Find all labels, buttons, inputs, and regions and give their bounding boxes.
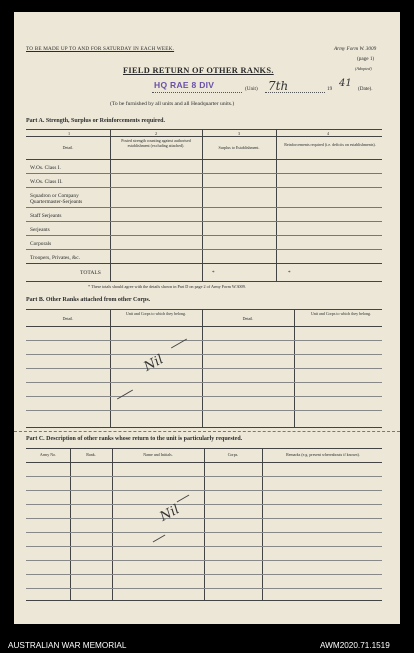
- row-rule-3: [26, 207, 382, 208]
- form-name: Army Form W. 3009: [334, 46, 377, 52]
- instruction-text: TO BE MADE UP TO AND FOR SATURDAY IN EACH WEEK.: [26, 46, 175, 52]
- footer-institution: AUSTRALIAN WAR MEMORIAL: [8, 641, 127, 650]
- part-a-top-rule: [26, 129, 382, 130]
- part-c-army-no-header: Army No.: [39, 452, 57, 457]
- unit-stamp: HQ RAE 8 DIV: [154, 80, 215, 90]
- part-b-bottom-rule: [26, 427, 382, 428]
- part-c-row-rule-1: [26, 476, 382, 477]
- row-rule-7: [26, 263, 382, 264]
- row-wo-class-1: W.Os. Class I.: [30, 165, 61, 171]
- col-number-3: 3: [238, 131, 241, 136]
- part-b-detail-header-1: Detail.: [62, 316, 74, 321]
- col-number-2: 2: [155, 131, 158, 136]
- row-wo-class-2: W.Os. Class II.: [30, 179, 63, 185]
- date-label: (Date).: [358, 86, 373, 92]
- part-c-row-rule-8: [26, 574, 382, 575]
- form-page: (page 1): [357, 56, 375, 62]
- part-c-row-rule-6: [26, 546, 382, 547]
- row-rule-2: [26, 187, 382, 188]
- part-a-bottom-rule: [26, 281, 382, 282]
- part-c-nil: Nil: [157, 502, 183, 525]
- part-a-footnote: * These totals should agree with the details shown in Part D on page 2 of Army Form W.3009.: [88, 284, 246, 289]
- part-b-row-rule-3: [26, 368, 382, 369]
- part-c-row-rule-9: [26, 588, 382, 589]
- part-c-nil-stroke-bottom: [153, 535, 166, 543]
- part-a-col-divider-2: [202, 129, 203, 281]
- unit-dotline: [152, 92, 242, 93]
- part-a-title: Part A. Strength, Surplus or Reinforcements required.: [26, 118, 165, 124]
- part-c-rank-header: Rank.: [86, 452, 96, 457]
- part-a-col-divider-1: [110, 129, 111, 281]
- part-b-nil: Nil: [141, 352, 167, 375]
- form-status: (Adopted): [355, 66, 372, 71]
- totals-asterisk-reinforcements: *: [288, 270, 291, 276]
- col-reinforcements-header: Reinforcements required (i.e. deficits on establishments).: [284, 142, 376, 147]
- part-b-top-rule: [26, 309, 382, 310]
- part-b-unit-header-1: Unit and Corps to which they belong.: [125, 311, 187, 316]
- form-title: FIELD RETURN OF OTHER RANKS.: [123, 66, 274, 75]
- part-c-row-rule-2: [26, 490, 382, 491]
- part-b-row-rule-5: [26, 396, 382, 397]
- row-rule-5: [26, 235, 382, 236]
- col-number-4: 4: [327, 131, 330, 136]
- part-c-col-divider-4: [262, 448, 263, 600]
- col-posted-header: Posted strength counting against authorised establishment (excluding attached).: [121, 138, 191, 148]
- totals-asterisk-surplus: *: [212, 270, 215, 276]
- row-corporals: Corporals: [30, 241, 52, 247]
- footer-accession-number: AWM2020.71.1519: [320, 641, 390, 650]
- totals-label: TOTALS: [80, 270, 101, 276]
- part-a-col-divider-3: [276, 129, 277, 281]
- part-c-row-rule-7: [26, 560, 382, 561]
- part-c-col-divider-1: [70, 448, 71, 600]
- row-rule-4: [26, 221, 382, 222]
- part-b-nil-stroke-bottom: [117, 390, 133, 400]
- handwritten-date: 7th: [268, 79, 289, 93]
- part-b-row-rule-4: [26, 382, 382, 383]
- form-subtitle: (To be furnished by all units and all Headquarter units.): [110, 101, 235, 107]
- part-c-corps-header: Corps.: [227, 452, 239, 457]
- row-cqms: Squadron or Company Quartermaster-Serjeants: [30, 193, 83, 205]
- part-b-title: Part B. Other Ranks attached from other Corps.: [26, 297, 151, 303]
- part-b-detail-header-2: Detail.: [242, 316, 254, 321]
- year-prefix: 19: [327, 86, 333, 92]
- row-rule-1: [26, 173, 382, 174]
- row-staff-serjeants: Staff Serjeants: [30, 213, 62, 219]
- part-c-row-rule-5: [26, 532, 382, 533]
- part-b-row-rule-1: [26, 340, 382, 341]
- archive-footer: [0, 639, 414, 653]
- form-page: [14, 12, 400, 624]
- part-c-name-header: Name and Initials.: [143, 452, 173, 457]
- part-c-title: Part C. Description of other ranks whose return to the unit is particularly requested.: [26, 436, 243, 442]
- part-c-row-rule-4: [26, 518, 382, 519]
- row-rule-6: [26, 249, 382, 250]
- part-a-header-rule: [26, 159, 382, 160]
- part-c-col-divider-2: [112, 448, 113, 600]
- part-b-unit-header-2: Unit and Corps to which they belong.: [310, 311, 372, 316]
- unit-label: (Unit): [245, 86, 258, 92]
- part-b-row-rule-6: [26, 410, 382, 411]
- col-surplus-header: Surplus to Establishment.: [218, 145, 260, 150]
- part-c-row-rule-3: [26, 504, 382, 505]
- part-a-numbers-rule: [26, 136, 382, 137]
- row-serjeants: Serjeants: [30, 227, 50, 233]
- part-b-header-rule: [26, 326, 382, 327]
- part-c-remarks-header: Remarks (e.g. present whereabouts if known).: [286, 452, 360, 457]
- row-troopers: Troopers, Privates, &c.: [30, 255, 80, 261]
- col-detail-header: Detail.: [62, 145, 74, 150]
- date-dotline: [265, 92, 325, 93]
- part-c-nil-stroke-top: [177, 495, 190, 503]
- col-number-1: 1: [68, 131, 71, 136]
- part-b-row-rule-2: [26, 354, 382, 355]
- handwritten-year: 41: [339, 78, 352, 89]
- part-c-bottom-rule: [26, 600, 382, 601]
- part-c-col-divider-3: [204, 448, 205, 600]
- fold-line: [14, 431, 400, 432]
